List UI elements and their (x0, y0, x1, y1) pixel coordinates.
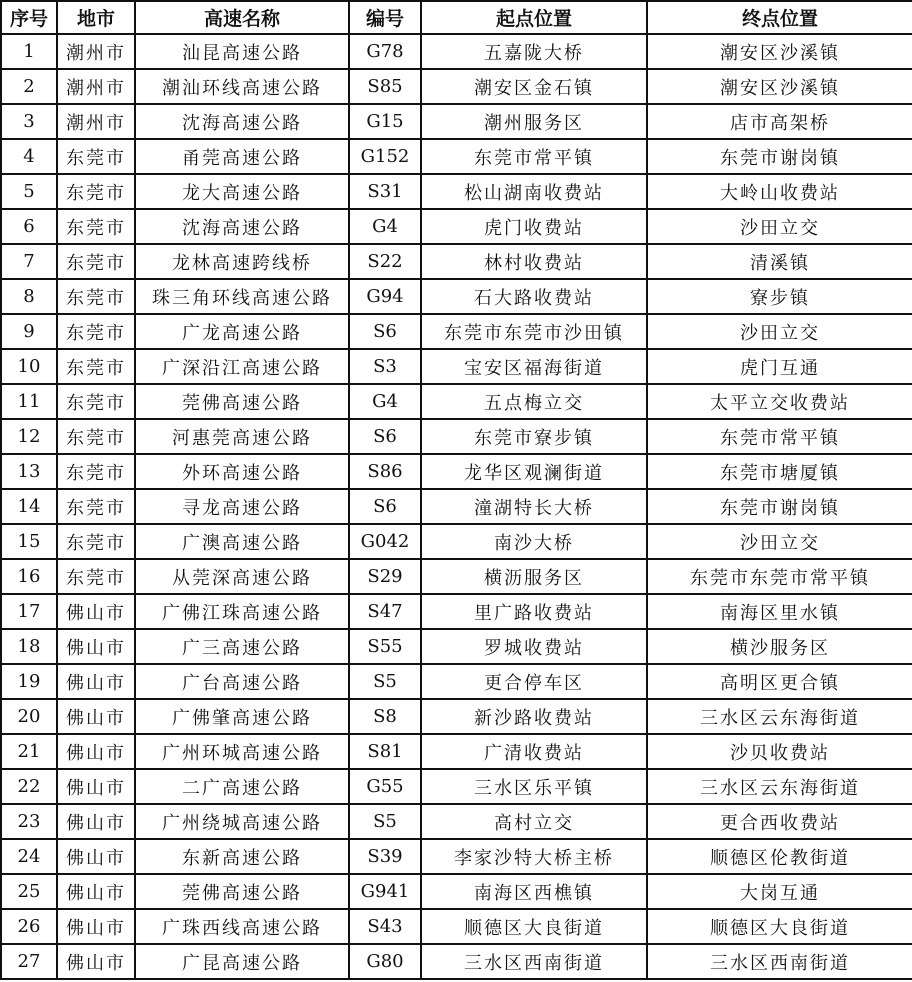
cell-index: 15 (1, 524, 57, 559)
cell-code: S22 (349, 244, 421, 279)
table-row (1, 594, 912, 629)
cell-code: S5 (349, 804, 421, 839)
cell-code: S29 (349, 559, 421, 594)
table-row (1, 699, 912, 734)
cell-highway-name: 龙林高速跨线桥 (135, 244, 349, 279)
table-row (1, 629, 912, 664)
table-row (1, 734, 912, 769)
cell-city: 佛山市 (57, 664, 135, 699)
cell-highway-name: 广佛江珠高速公路 (135, 594, 349, 629)
cell-highway-name: 广珠西线高速公路 (135, 909, 349, 944)
cell-city: 佛山市 (57, 909, 135, 944)
table-row (1, 419, 912, 454)
table-body (1, 34, 912, 979)
cell-highway-name: 广州环城高速公路 (135, 734, 349, 769)
cell-city: 佛山市 (57, 769, 135, 804)
cell-index: 16 (1, 559, 57, 594)
cell-code: G15 (349, 104, 421, 139)
cell-city: 东莞市 (57, 454, 135, 489)
cell-highway-name: 广州绕城高速公路 (135, 804, 349, 839)
cell-code: G4 (349, 209, 421, 244)
cell-highway-name: 莞佛高速公路 (135, 384, 349, 419)
cell-start-location: 横沥服务区 (421, 559, 647, 594)
cell-start-location: 东莞市常平镇 (421, 139, 647, 174)
cell-index: 4 (1, 139, 57, 174)
cell-start-location: 南沙大桥 (421, 524, 647, 559)
cell-highway-name: 珠三角环线高速公路 (135, 279, 349, 314)
table-row (1, 489, 912, 524)
cell-city: 佛山市 (57, 804, 135, 839)
cell-city: 东莞市 (57, 244, 135, 279)
cell-code: S47 (349, 594, 421, 629)
cell-index: 6 (1, 209, 57, 244)
cell-end-location: 横沙服务区 (647, 629, 912, 664)
header-code: 编号 (349, 1, 421, 34)
table-row (1, 69, 912, 104)
cell-code: G042 (349, 524, 421, 559)
cell-code: S43 (349, 909, 421, 944)
cell-end-location: 沙贝收费站 (647, 734, 912, 769)
cell-highway-name: 广澳高速公路 (135, 524, 349, 559)
cell-end-location: 东莞市谢岗镇 (647, 489, 912, 524)
cell-code: G78 (349, 34, 421, 69)
cell-highway-name: 莞佛高速公路 (135, 874, 349, 909)
cell-city: 东莞市 (57, 489, 135, 524)
cell-start-location: 广清收费站 (421, 734, 647, 769)
cell-highway-name: 广佛肇高速公路 (135, 699, 349, 734)
cell-index: 18 (1, 629, 57, 664)
cell-index: 24 (1, 839, 57, 874)
cell-highway-name: 潮汕环线高速公路 (135, 69, 349, 104)
cell-end-location: 高明区更合镇 (647, 664, 912, 699)
cell-index: 10 (1, 349, 57, 384)
cell-code: S86 (349, 454, 421, 489)
cell-highway-name: 甬莞高速公路 (135, 139, 349, 174)
cell-index: 25 (1, 874, 57, 909)
cell-city: 东莞市 (57, 419, 135, 454)
cell-end-location: 大岭山收费站 (647, 174, 912, 209)
cell-end-location: 太平立交收费站 (647, 384, 912, 419)
cell-index: 2 (1, 69, 57, 104)
cell-highway-name: 广台高速公路 (135, 664, 349, 699)
table-row (1, 209, 912, 244)
cell-code: S81 (349, 734, 421, 769)
cell-end-location: 潮安区沙溪镇 (647, 34, 912, 69)
cell-code: G152 (349, 139, 421, 174)
cell-index: 17 (1, 594, 57, 629)
cell-index: 19 (1, 664, 57, 699)
cell-end-location: 东莞市东莞市常平镇 (647, 559, 912, 594)
table-row (1, 174, 912, 209)
cell-code: S39 (349, 839, 421, 874)
cell-highway-name: 广三高速公路 (135, 629, 349, 664)
table-row (1, 314, 912, 349)
cell-code: S6 (349, 489, 421, 524)
table-header-row (1, 1, 912, 34)
cell-index: 14 (1, 489, 57, 524)
cell-highway-name: 二广高速公路 (135, 769, 349, 804)
cell-start-location: 林村收费站 (421, 244, 647, 279)
cell-start-location: 潼湖特长大桥 (421, 489, 647, 524)
cell-start-location: 新沙路收费站 (421, 699, 647, 734)
cell-city: 东莞市 (57, 209, 135, 244)
cell-start-location: 更合停车区 (421, 664, 647, 699)
cell-code: S5 (349, 664, 421, 699)
cell-start-location: 东莞市寮步镇 (421, 419, 647, 454)
cell-code: G80 (349, 944, 421, 979)
cell-start-location: 三水区西南街道 (421, 944, 647, 979)
cell-end-location: 东莞市谢岗镇 (647, 139, 912, 174)
table-row (1, 139, 912, 174)
cell-index: 12 (1, 419, 57, 454)
cell-city: 东莞市 (57, 314, 135, 349)
cell-code: S8 (349, 699, 421, 734)
cell-start-location: 松山湖南收费站 (421, 174, 647, 209)
cell-end-location: 三水区西南街道 (647, 944, 912, 979)
header-start-location: 起点位置 (421, 1, 647, 34)
cell-code: S3 (349, 349, 421, 384)
table-row (1, 839, 912, 874)
table-row (1, 384, 912, 419)
cell-end-location: 南海区里水镇 (647, 594, 912, 629)
cell-highway-name: 河惠莞高速公路 (135, 419, 349, 454)
cell-city: 东莞市 (57, 524, 135, 559)
cell-index: 9 (1, 314, 57, 349)
cell-end-location: 大岗互通 (647, 874, 912, 909)
cell-city: 潮州市 (57, 69, 135, 104)
cell-highway-name: 广龙高速公路 (135, 314, 349, 349)
cell-city: 东莞市 (57, 139, 135, 174)
cell-code: S85 (349, 69, 421, 104)
cell-highway-name: 广昆高速公路 (135, 944, 349, 979)
table-row (1, 664, 912, 699)
cell-city: 东莞市 (57, 349, 135, 384)
cell-highway-name: 外环高速公路 (135, 454, 349, 489)
table-row (1, 874, 912, 909)
cell-code: G94 (349, 279, 421, 314)
cell-highway-name: 龙大高速公路 (135, 174, 349, 209)
cell-end-location: 顺德区伦教街道 (647, 839, 912, 874)
cell-start-location: 石大路收费站 (421, 279, 647, 314)
header-highway-name: 高速名称 (135, 1, 349, 34)
cell-index: 26 (1, 909, 57, 944)
cell-highway-name: 汕昆高速公路 (135, 34, 349, 69)
cell-code: G4 (349, 384, 421, 419)
cell-index: 3 (1, 104, 57, 139)
table-row (1, 944, 912, 979)
cell-end-location: 寮步镇 (647, 279, 912, 314)
cell-city: 东莞市 (57, 174, 135, 209)
cell-index: 13 (1, 454, 57, 489)
cell-end-location: 东莞市常平镇 (647, 419, 912, 454)
cell-highway-name: 从莞深高速公路 (135, 559, 349, 594)
cell-code: S6 (349, 314, 421, 349)
table-row (1, 524, 912, 559)
cell-index: 5 (1, 174, 57, 209)
cell-city: 佛山市 (57, 874, 135, 909)
cell-end-location: 沙田立交 (647, 314, 912, 349)
cell-end-location: 沙田立交 (647, 209, 912, 244)
cell-highway-name: 沈海高速公路 (135, 209, 349, 244)
cell-highway-name: 广深沿江高速公路 (135, 349, 349, 384)
cell-start-location: 三水区乐平镇 (421, 769, 647, 804)
cell-city: 潮州市 (57, 34, 135, 69)
header-city: 地市 (57, 1, 135, 34)
table-row (1, 244, 912, 279)
table-row (1, 769, 912, 804)
cell-city: 佛山市 (57, 699, 135, 734)
cell-start-location: 潮州服务区 (421, 104, 647, 139)
cell-city: 东莞市 (57, 279, 135, 314)
cell-end-location: 更合西收费站 (647, 804, 912, 839)
cell-start-location: 里广路收费站 (421, 594, 647, 629)
cell-end-location: 清溪镇 (647, 244, 912, 279)
cell-end-location: 虎门互通 (647, 349, 912, 384)
cell-end-location: 三水区云东海街道 (647, 699, 912, 734)
cell-end-location: 东莞市塘厦镇 (647, 454, 912, 489)
table-row (1, 909, 912, 944)
table-row (1, 349, 912, 384)
table-row (1, 454, 912, 489)
cell-start-location: 东莞市东莞市沙田镇 (421, 314, 647, 349)
cell-start-location: 宝安区福海街道 (421, 349, 647, 384)
cell-city: 佛山市 (57, 594, 135, 629)
table-row (1, 104, 912, 139)
cell-city: 佛山市 (57, 734, 135, 769)
cell-index: 27 (1, 944, 57, 979)
cell-highway-name: 东新高速公路 (135, 839, 349, 874)
cell-index: 22 (1, 769, 57, 804)
cell-index: 21 (1, 734, 57, 769)
cell-start-location: 李家沙特大桥主桥 (421, 839, 647, 874)
cell-code: S55 (349, 629, 421, 664)
cell-start-location: 虎门收费站 (421, 209, 647, 244)
cell-city: 东莞市 (57, 384, 135, 419)
cell-start-location: 南海区西樵镇 (421, 874, 647, 909)
cell-city: 佛山市 (57, 839, 135, 874)
cell-index: 20 (1, 699, 57, 734)
cell-index: 23 (1, 804, 57, 839)
cell-highway-name: 寻龙高速公路 (135, 489, 349, 524)
table-row (1, 559, 912, 594)
table-row (1, 804, 912, 839)
cell-code: S6 (349, 419, 421, 454)
cell-start-location: 潮安区金石镇 (421, 69, 647, 104)
cell-start-location: 高村立交 (421, 804, 647, 839)
cell-start-location: 五嘉陇大桥 (421, 34, 647, 69)
cell-index: 8 (1, 279, 57, 314)
cell-end-location: 顺德区大良街道 (647, 909, 912, 944)
cell-highway-name: 沈海高速公路 (135, 104, 349, 139)
cell-code: S31 (349, 174, 421, 209)
cell-city: 佛山市 (57, 944, 135, 979)
cell-code: G941 (349, 874, 421, 909)
cell-start-location: 顺德区大良街道 (421, 909, 647, 944)
cell-start-location: 五点梅立交 (421, 384, 647, 419)
cell-index: 7 (1, 244, 57, 279)
cell-end-location: 沙田立交 (647, 524, 912, 559)
cell-end-location: 店市高架桥 (647, 104, 912, 139)
table-row (1, 279, 912, 314)
table-row (1, 34, 912, 69)
header-index: 序号 (1, 1, 57, 34)
cell-city: 潮州市 (57, 104, 135, 139)
cell-start-location: 罗城收费站 (421, 629, 647, 664)
cell-index: 11 (1, 384, 57, 419)
cell-city: 东莞市 (57, 559, 135, 594)
cell-city: 佛山市 (57, 629, 135, 664)
cell-code: G55 (349, 769, 421, 804)
cell-start-location: 龙华区观澜街道 (421, 454, 647, 489)
cell-index: 1 (1, 34, 57, 69)
header-end-location: 终点位置 (647, 1, 912, 34)
cell-end-location: 潮安区沙溪镇 (647, 69, 912, 104)
cell-end-location: 三水区云东海街道 (647, 769, 912, 804)
